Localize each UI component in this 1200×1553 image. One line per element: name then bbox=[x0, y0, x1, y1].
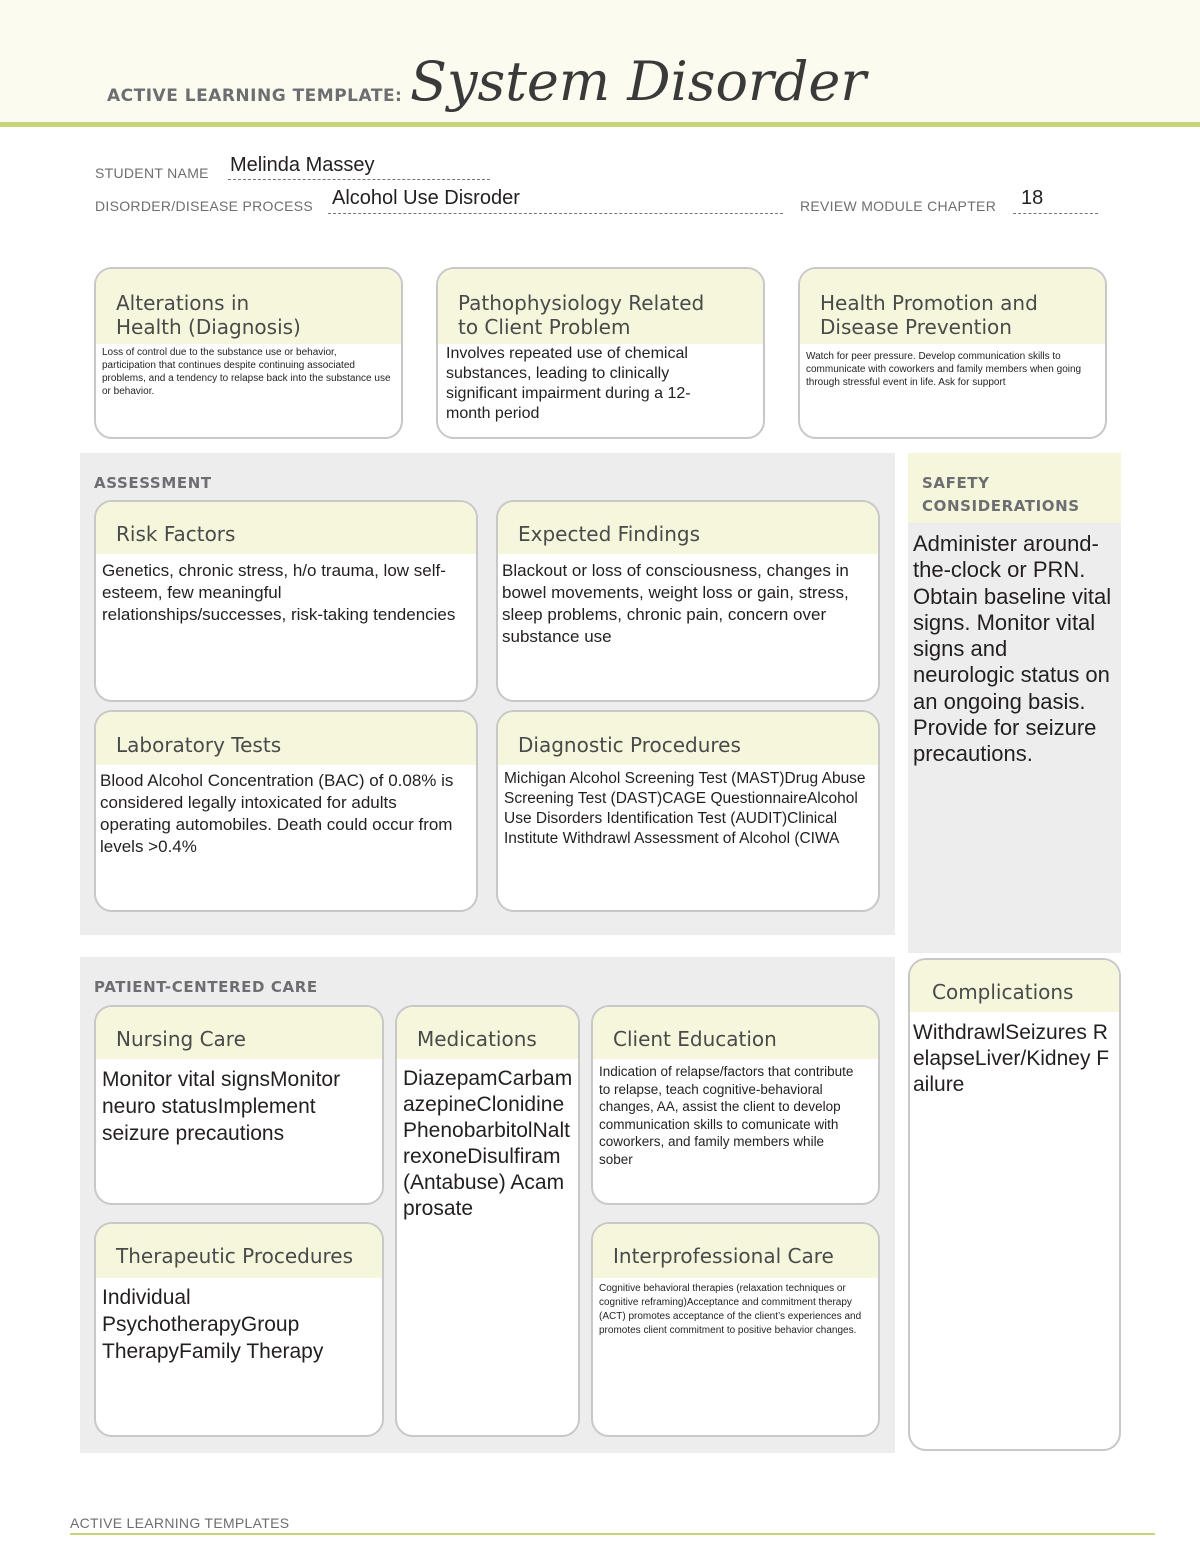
diagnostic-procedures-title: Diagnostic Procedures bbox=[498, 712, 878, 765]
safety-label: SAFETY CONSIDERATIONS bbox=[922, 474, 1080, 515]
interprofessional-care-box bbox=[591, 1222, 880, 1437]
complications-box bbox=[908, 958, 1121, 1451]
nursing-care-title: Nursing Care bbox=[96, 1007, 382, 1059]
patient-care-label: PATIENT-CENTERED CARE bbox=[94, 978, 318, 996]
complications-title: Complications bbox=[910, 960, 1119, 1012]
therapeutic-procedures-text: Individual PsychotherapyGroup TherapyFamily Therapy bbox=[102, 1286, 324, 1363]
medications-box bbox=[395, 1005, 580, 1437]
page-title: System Disorder bbox=[410, 50, 867, 113]
assessment-label: ASSESSMENT bbox=[94, 474, 212, 492]
disorder-label: DISORDER/DISEASE PROCESS bbox=[95, 198, 314, 214]
client-education-title: Client Education bbox=[593, 1007, 878, 1059]
client-education-box bbox=[591, 1005, 880, 1205]
student-name-label: STUDENT NAME bbox=[95, 165, 209, 181]
interprofessional-care-text: Cognitive behavioral therapies (relaxation techniques or cognitive reframing)Acceptance and commitment therapy (ACT) promotes acceptance of the client’s experiences and promotes client commitment to positive behavior changes. bbox=[599, 1283, 862, 1336]
medications-text: DiazepamCarbamazepineClonidinePhenobarbitolNaltrexoneDisulfiram(Antabuse) Acamprosate bbox=[403, 1067, 573, 1220]
health-promotion-title: Health Promotion and Disease Prevention bbox=[800, 269, 1105, 344]
pathophysiology-text: Involves repeated use of chemical substances, leading to clinically significant impairment during a 12-month period bbox=[446, 345, 691, 422]
chapter-label: REVIEW MODULE CHAPTER bbox=[800, 198, 997, 214]
expected-findings-box bbox=[496, 500, 880, 702]
laboratory-tests-box bbox=[94, 710, 478, 912]
diagnostic-procedures-text: Michigan Alcohol Screening Test (MAST)Drug Abuse Screening Test (DAST)CAGE QuestionnaireAlcohol Use Disorders Identification Test (AUDIT)Clinical Institute Withdrawl Assessment of Alcohol (CIWA bbox=[504, 770, 866, 847]
safety-text: Administer around-the-clock or PRN. Obtain baseline vital signs. Monitor vital signs and neurologic status on an ongoing basis. Provide for seizure precautions. bbox=[913, 531, 1112, 767]
therapeutic-procedures-box bbox=[94, 1222, 384, 1437]
alterations-title: Alterations in Health (Diagnosis) bbox=[96, 269, 401, 344]
disorder-field[interactable] bbox=[328, 186, 783, 214]
footer-text: ACTIVE LEARNING TEMPLATES bbox=[70, 1515, 290, 1531]
expected-findings-title: Expected Findings bbox=[498, 502, 878, 554]
health-promotion-box bbox=[798, 267, 1107, 439]
pathophysiology-title: Pathophysiology Related to Client Problem bbox=[438, 269, 763, 344]
nursing-care-text: Monitor vital signsMonitor neuro statusImplement seizure precautions bbox=[102, 1068, 341, 1145]
pathophysiology-box bbox=[436, 267, 765, 439]
alterations-text: Loss of control due to the substance use or behavior, participation that continues despite continuing associated problems, and a tendency to relapse back into the substance use or behavior. bbox=[102, 347, 391, 397]
alterations-box bbox=[94, 267, 403, 439]
student-name-field[interactable] bbox=[228, 152, 490, 180]
client-education-text: Indication of relapse/factors that contribute to relapse, teach cognitive-behavioral changes, AA, assist the client to develop communication skills to comunicate with coworkers, and family members while sober bbox=[599, 1064, 854, 1167]
diagnostic-procedures-box bbox=[496, 710, 880, 912]
chapter-value: 18 bbox=[1021, 187, 1044, 209]
health-promotion-text: Watch for peer pressure. Develop communication skills to communicate with coworkers and family members when going through stressful event in life. Ask for support bbox=[806, 351, 1082, 388]
student-name-value: Melinda Massey bbox=[230, 154, 375, 176]
medications-title: Medications bbox=[397, 1007, 578, 1059]
laboratory-tests-title: Laboratory Tests bbox=[96, 712, 476, 765]
header-rule bbox=[0, 122, 1200, 127]
risk-factors-box bbox=[94, 500, 478, 702]
risk-factors-title: Risk Factors bbox=[96, 502, 476, 554]
risk-factors-text: Genetics, chronic stress, h/o trauma, low self-esteem, few meaningful relationships/successes, risk-taking tendencies bbox=[102, 561, 456, 624]
expected-findings-text: Blackout or loss of consciousness, changes in bowel movements, weight loss or gain, stress, sleep problems, chronic pain, concern over substance use bbox=[502, 561, 849, 646]
laboratory-tests-text: Blood Alcohol Concentration (BAC) of 0.08% is considered legally intoxicated for adults operating automobiles. Death could occur from levels >0.4% bbox=[100, 771, 454, 856]
complications-text: WithdrawlSeizures RelapseLiver/Kidney Failure bbox=[913, 1021, 1110, 1096]
template-label: ACTIVE LEARNING TEMPLATE: bbox=[107, 86, 403, 106]
chapter-field[interactable] bbox=[1013, 186, 1098, 214]
interprofessional-care-title: Interprofessional Care bbox=[593, 1224, 878, 1278]
disorder-value: Alcohol Use Disroder bbox=[332, 187, 520, 209]
therapeutic-procedures-title: Therapeutic Procedures bbox=[96, 1224, 382, 1278]
nursing-care-box bbox=[94, 1005, 384, 1205]
footer-rule bbox=[70, 1533, 1155, 1535]
